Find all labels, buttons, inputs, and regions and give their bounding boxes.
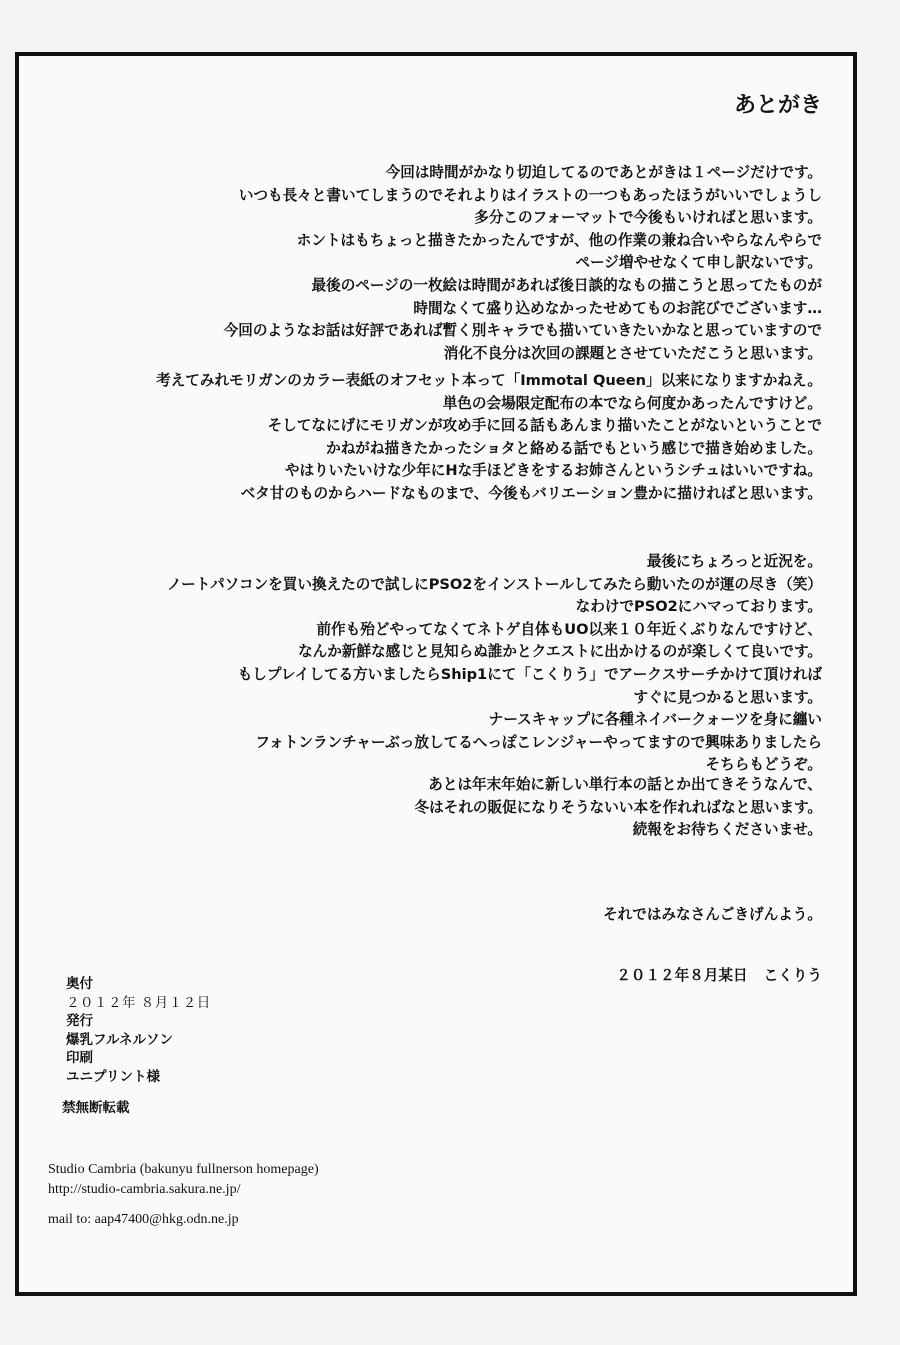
- text-line: そちらもどうぞ。: [705, 756, 822, 774]
- text-line: 多分このフォーマットで今後もいければと思います。: [474, 209, 822, 227]
- afterword-title: あとがき: [733, 93, 822, 118]
- text-line: あとは年末年始に新しい単行本の話とか出てきそうなんで、: [428, 776, 822, 793]
- text-line: ページ増やせなくて申し訳ないです。: [575, 254, 822, 272]
- colophon-heading: 奥付: [66, 976, 93, 992]
- afterword-paragraph-3: [167, 551, 822, 777]
- signature-author: こくりう: [763, 967, 822, 984]
- text-line: 続報をお待ちくださいませ。: [632, 821, 822, 839]
- colophon: [66, 975, 211, 1087]
- publication-date: ２０１２年 ８月１２日: [66, 994, 211, 1011]
- signature-date: ２０１２年８月某日: [616, 967, 748, 984]
- contact-mail: mail to: aap47400@hkg.odn.ne.jp: [48, 1212, 239, 1227]
- text-line: かねがね描きたかったショタと絡める話でもという感じで描き始めました。: [326, 439, 822, 457]
- text-line: ノートパソコンを買い換えたので試しにPSO2をインストールしてみたら動いたのが運の尽き（笑）: [167, 575, 822, 593]
- publish-label: 発行: [66, 1013, 93, 1030]
- text-line: いつも長々と書いてしまうのでそれよりはイラストの一つもあったほうがいいでしょうし: [238, 186, 822, 204]
- no-reproduction-notice: 禁無断転載: [62, 1100, 130, 1116]
- text-line: ナースキャップに各種ネイバークォーツを身に纏い: [488, 711, 822, 729]
- text-line: 前作も殆どやってなくてネトゲ自体もUO以来１０年近くぶりなんですけど、: [316, 620, 822, 638]
- text-line: 冬はそれの販促になりそうないい本を作れればなと思います。: [414, 798, 822, 816]
- publisher-name: 爆乳フルネルソン: [66, 1031, 174, 1048]
- afterword-paragraph-2: [156, 370, 822, 506]
- text-line: 考えてみれモリガンのカラー表紙のオフセット本って「Immotal Queen」以来になりますかねえ。: [156, 372, 822, 389]
- afterword-paragraph-4: [415, 774, 822, 842]
- printer-name: ユニプリント様: [66, 1068, 160, 1085]
- text-line: 最後のページの一枚絵は時間があれば後日談的なもの描こうと思ってたものが: [311, 276, 822, 294]
- text-line: 今回は時間がかなり切迫してるのであとがきは１ページだけです。: [385, 164, 822, 181]
- text-line: なわけでPSO2にハマっております。: [575, 598, 822, 616]
- signature: [616, 964, 822, 985]
- text-line: 時間なくて盛り込めなかったせめてものお詫びでございます…: [413, 299, 822, 317]
- text-line: 消化不良分は次回の課題とさせていただこうと思います。: [443, 344, 822, 362]
- site-name: Studio Cambria (bakunyu fullnerson homepage): [48, 1162, 319, 1177]
- text-line: フォトンランチャーぶっ放してるへっぽこレンジャーやってますので興味ありましたら: [255, 733, 822, 751]
- site-url: http://studio-cambria.sakura.ne.jp/: [48, 1182, 241, 1197]
- text-line: もしプレイしてる方いましたらShip1にて「こくりう」でアークスサーチかけて頂ければ: [237, 665, 822, 683]
- contact-links: [48, 1160, 319, 1200]
- afterword-paragraph-1: [224, 162, 822, 365]
- text-line: 最後にちょろっと近況を。: [646, 553, 822, 570]
- text-line: やはりいたいけな少年にHな手ほどきをするお姉さんというシチュはいいですね。: [284, 462, 822, 480]
- text-line: ベタ甘のものからハードなものまで、今後もバリエーション豊かに描ければと思います。: [240, 484, 822, 502]
- text-line: ホントはもちょっと描きたかったんですが、他の作業の兼ね合いやらなんやらで: [296, 231, 822, 249]
- text-line: 単色の会場限定配布の本でなら何度かあったんですけど。: [442, 394, 822, 412]
- text-line: 今回のようなお話は好評であれば暫く別キャラでも描いていきたいかなと思っていますので: [223, 322, 822, 340]
- text-line: そしてなにげにモリガンが攻め手に回る話もあんまり描いたことがないということで: [267, 417, 822, 435]
- text-line: すぐに見つかると思います。: [633, 688, 822, 706]
- text-line: なんか新鮮な感じと見知らぬ誰かとクエストに出かけるのが楽しくて良いです。: [298, 643, 822, 661]
- closing-line: それではみなさんごきげんよう。: [603, 906, 822, 923]
- print-label: 印刷: [66, 1050, 93, 1067]
